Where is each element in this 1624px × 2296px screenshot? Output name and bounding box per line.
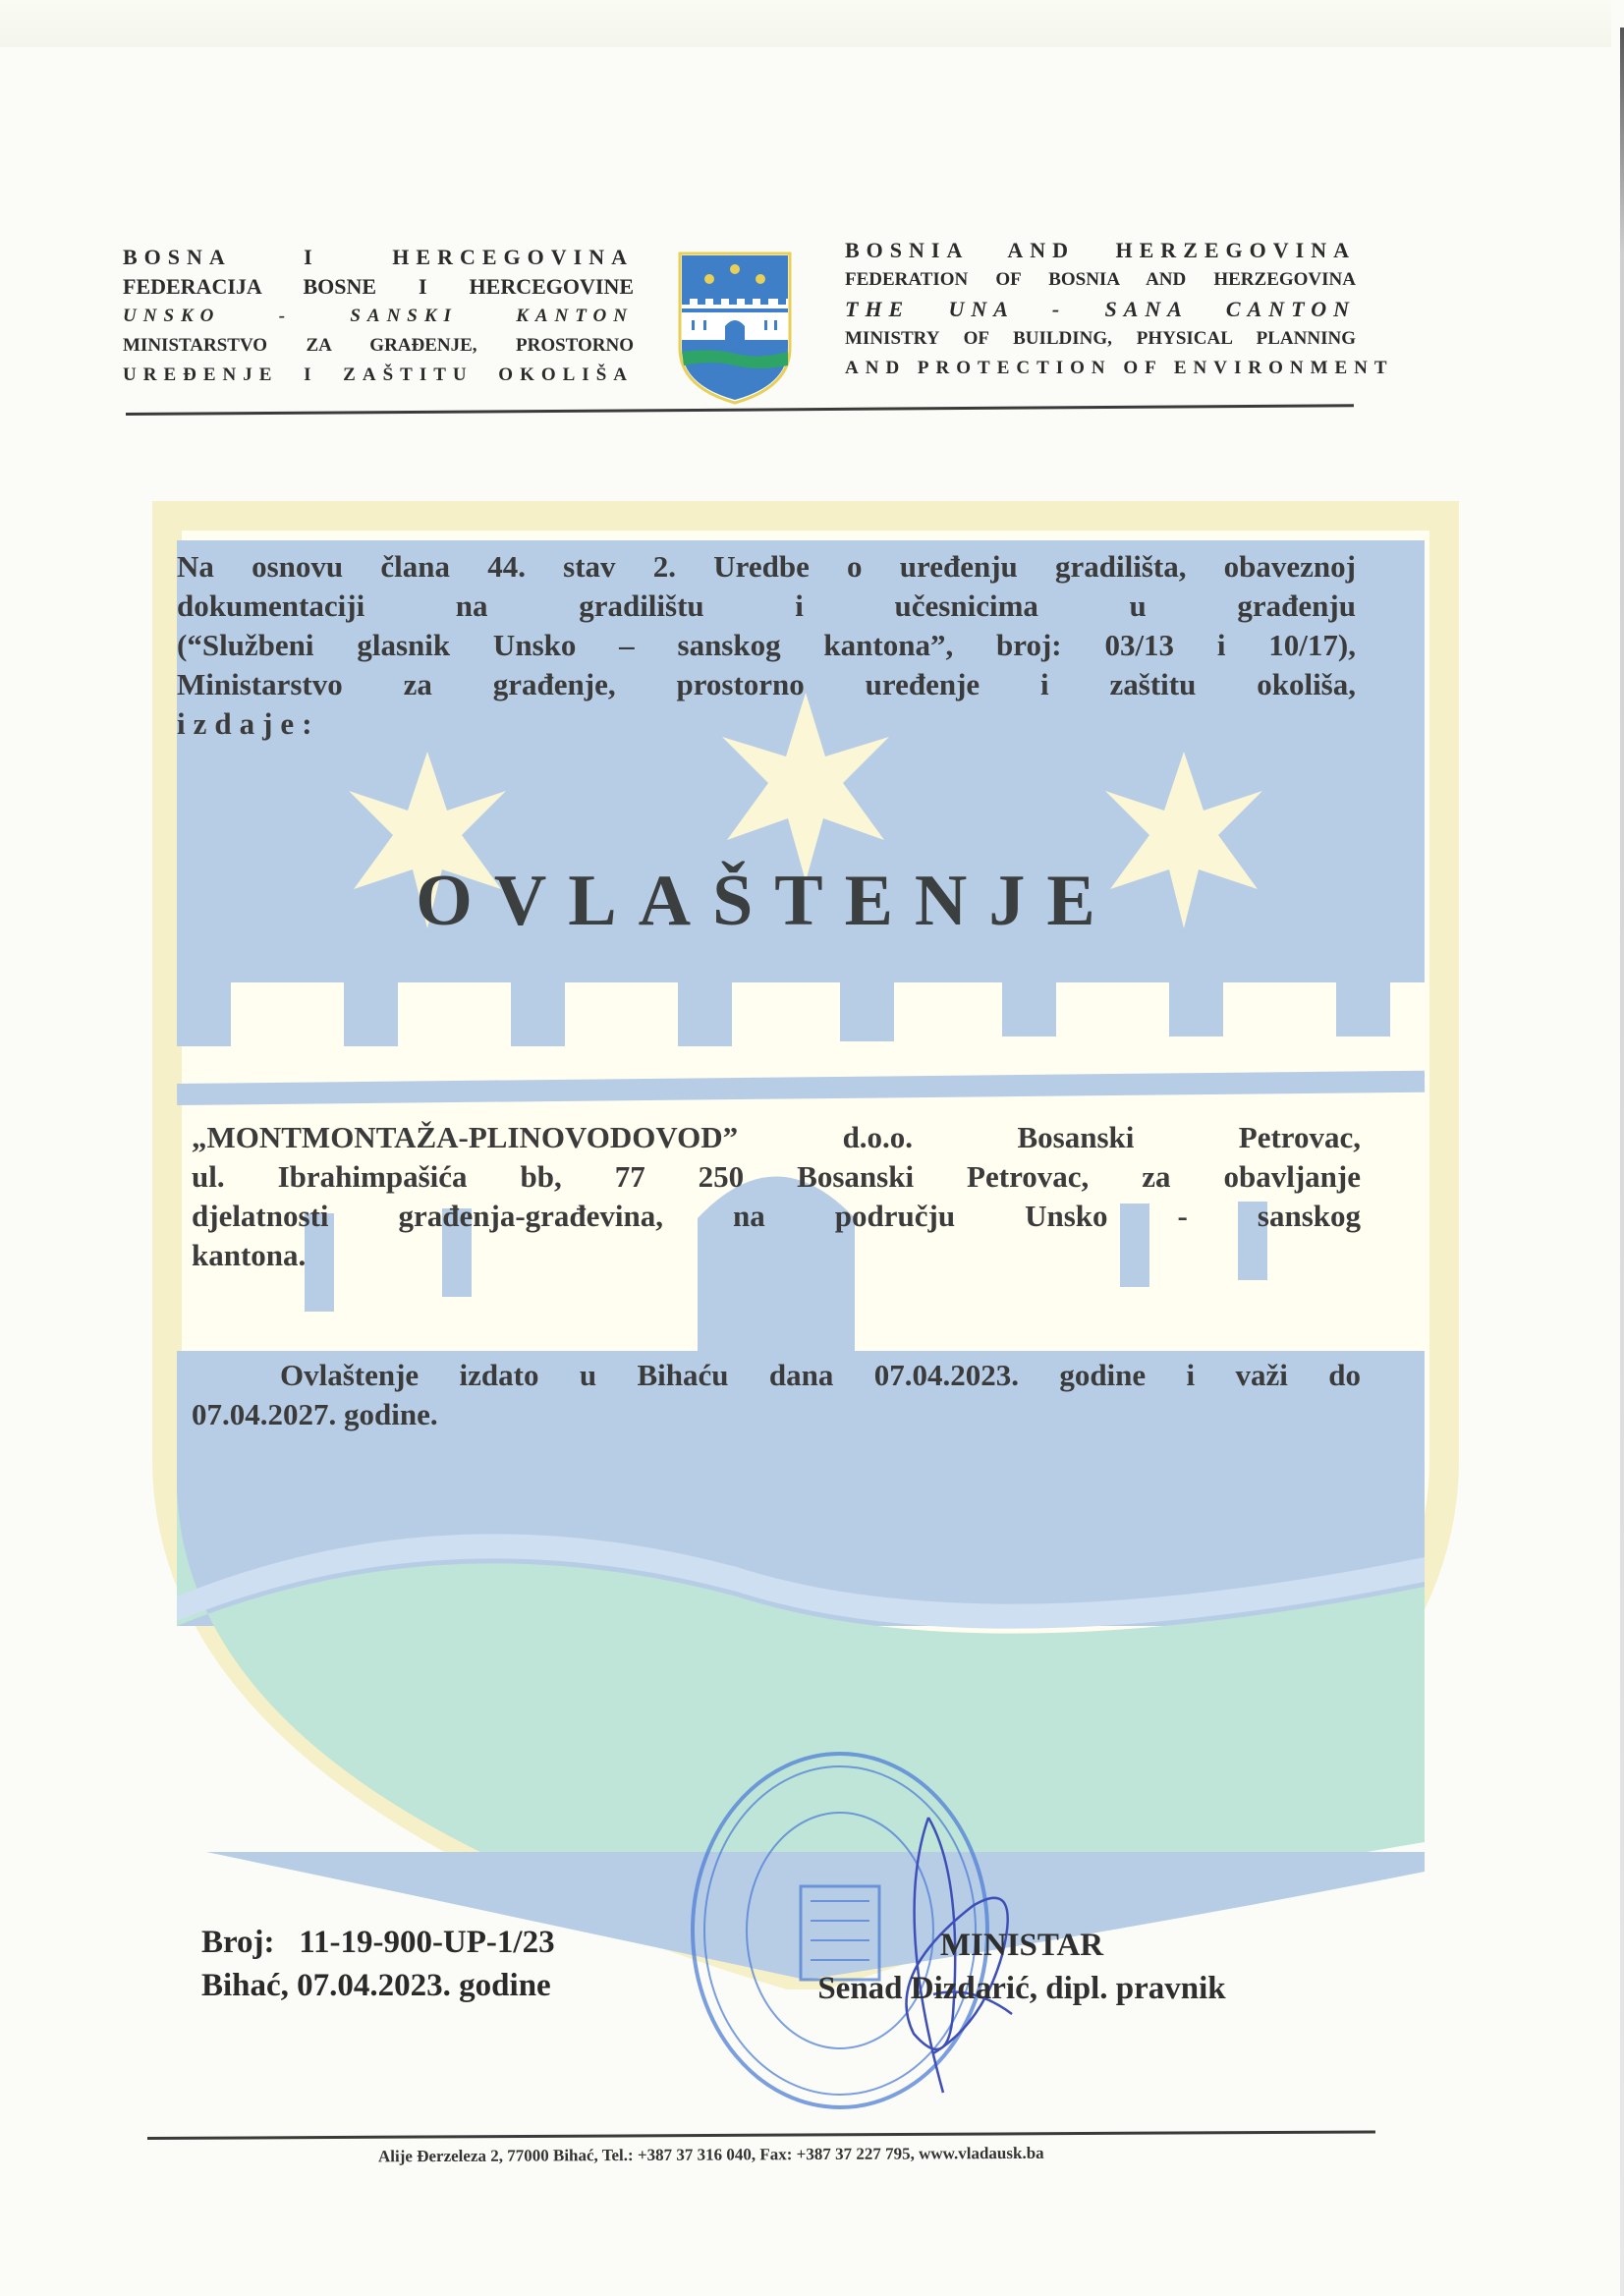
intro-paragraph [177,547,1356,744]
header-right-line4: MINISTRY OF BUILDING, PHYSICAL PLANNING [845,328,1356,349]
recipient-line4: kantona. [192,1238,307,1272]
validity-paragraph [192,1356,1361,1434]
signatory-role: MINISTAR [939,1928,1104,1963]
reference-block [201,1921,555,2007]
header-left-line4: MINISTARSTVO ZA GRAĐENJE, PROSTORNO [123,335,634,356]
header-left-line5: UREĐENJE I ZAŠTITU OKOLIŠA [123,364,634,385]
header-right-line2: FEDERATION OF BOSNIA AND HERZEGOVINA [845,269,1356,290]
intro-line3: (“Službeni glasnik Unsko – sanskog kantona”, broj: 03/13 i 10/17), [177,628,1356,662]
recipient-line3: djelatnosti građenja-građevina, na području Unsko - sanskog [192,1199,1361,1233]
intro-line2: dokumentaciji na gradilištu i učesnicima u građenju [177,588,1356,623]
header-left-line1: BOSNA I HERCEGOVINA [123,245,634,269]
footer-contact: Alije Đerzeleza 2, 77000 Bihać, Tel.: +387 37 316 040, Fax: +387 37 227 795, www.vladausk.ba [377,2143,1044,2166]
scan-top-border [0,0,1611,47]
signatory-block [776,1924,1267,2010]
reference-place-date: Bihać, 07.04.2023. godine [201,1968,551,2003]
crest-icon [676,250,794,407]
reference-number: Broj: 11-19-900-UP-1/23 [201,1925,555,1960]
recipient-line1: „MONTMONTAŽA-PLINOVODOVOD” d.o.o. Bosanski Petrovac, [192,1120,1361,1154]
intro-line1: Na osnovu člana 44. stav 2. Uredbe o uređenju gradilišta, obaveznoj [177,549,1356,584]
scan-right-edge [1620,28,1624,2296]
signatory-name: Senad Dizdarić, dipl. pravnik [817,1971,1226,2006]
footer-divider [147,2130,1375,2140]
intro-line4: Ministarstvo za građenje, prostorno uređenje i zaštitu okoliša, [177,667,1356,701]
header-left-line3: UNSKO - SANSKI KANTON [123,306,634,326]
document-title: OVLAŠTENJE [416,861,1117,941]
recipient-line2: ul. Ibrahimpašića bb, 77 250 Bosanski Petrovac, za obavljanje [192,1159,1361,1194]
header-right-line1: BOSNIA AND HERZEGOVINA [845,238,1356,262]
validity-line2: 07.04.2027. godine. [192,1397,438,1431]
validity-line1: Ovlaštenje izdato u Bihaću dana 07.04.2023. godine i važi do [280,1358,1361,1392]
header-right-line5: AND PROTECTION OF ENVIRONMENT [845,358,1394,378]
recipient-paragraph [192,1118,1361,1275]
header-right-line3: THE UNA - SANA CANTON [845,297,1356,321]
header-left-line2: FEDERACIJA BOSNE I HERCEGOVINE [123,274,634,299]
header-left [123,243,634,390]
intro-line5: izdaje: [177,706,320,741]
header-right [845,236,1394,383]
